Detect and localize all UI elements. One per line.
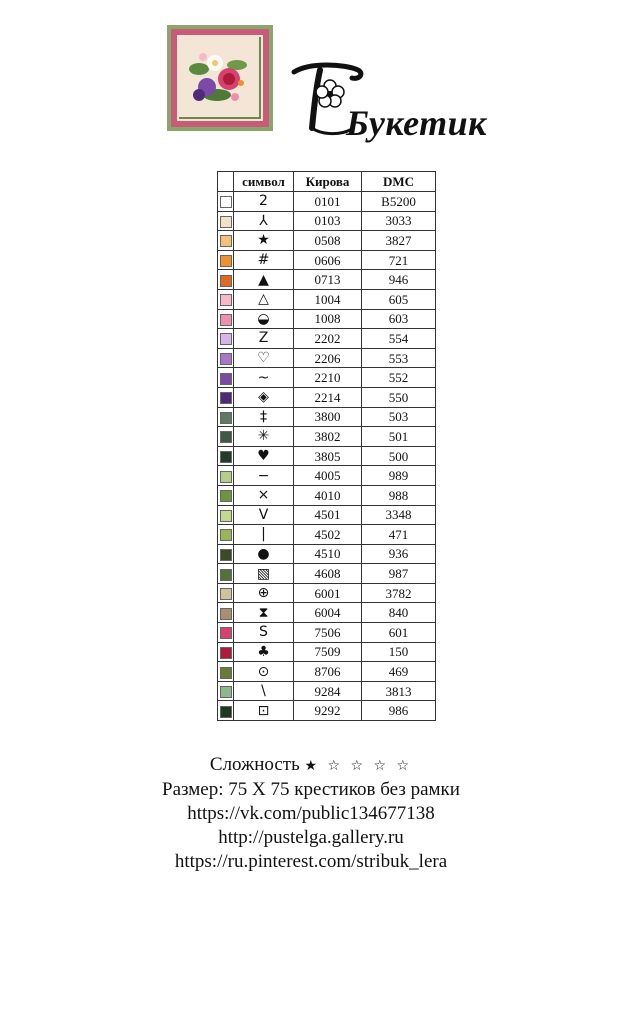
dmc-code: B5200: [381, 193, 416, 209]
stitch-symbol: ~: [257, 369, 270, 386]
swatch-cell: [218, 466, 234, 486]
table-row: [218, 701, 436, 721]
table-row: [218, 387, 436, 407]
kirova-cell: [294, 348, 362, 368]
kirova-cell: [294, 329, 362, 349]
symbol-cell: [234, 250, 294, 270]
color-swatch: [220, 235, 232, 247]
stitch-symbol: ◒: [257, 310, 270, 327]
swatch-cell: [218, 231, 234, 251]
bouquet-icon: [177, 35, 259, 117]
dmc-code: 721: [388, 252, 409, 268]
dmc-code: 987: [388, 566, 409, 582]
swatch-cell: [218, 583, 234, 603]
stitch-symbol: ◈: [258, 389, 269, 406]
stitch-symbol: ⊕: [257, 585, 270, 602]
table-row: [218, 681, 436, 701]
dmc-code: 501: [388, 428, 409, 444]
stitch-symbol: ‡: [260, 408, 267, 425]
stitch-symbol: ●: [257, 545, 270, 562]
stitch-symbol: \: [261, 683, 266, 700]
kirova-code: 4005: [314, 468, 341, 484]
difficulty-stars: ★ ☆ ☆ ☆ ☆: [304, 758, 413, 774]
link-vk[interactable]: https://vk.com/public134677138: [187, 803, 435, 824]
kirova-code: 4608: [314, 566, 341, 582]
dmc-cell: [362, 368, 436, 388]
stitch-symbol: Z: [258, 330, 269, 347]
color-swatch: [220, 549, 232, 561]
symbol-cell: [234, 544, 294, 564]
header-kirova: Кирова: [294, 172, 362, 192]
dmc-cell: [362, 309, 436, 329]
dmc-cell: [362, 681, 436, 701]
dmc-code: 552: [388, 370, 409, 386]
link-pinterest[interactable]: https://ru.pinterest.com/stribuk_lera: [174, 851, 448, 872]
dmc-code: 550: [388, 389, 409, 405]
dmc-code: 605: [388, 291, 409, 307]
dmc-cell: [362, 407, 436, 427]
kirova-code: 0103: [314, 213, 341, 229]
kirova-code: 3800: [314, 409, 341, 425]
dmc-cell: [362, 289, 436, 309]
kirova-code: 0508: [314, 232, 341, 248]
color-swatch: [220, 706, 232, 718]
symbol-cell: [234, 525, 294, 545]
symbol-cell: [234, 603, 294, 623]
header-dmc: DMC: [362, 172, 436, 192]
stitch-symbol: ♣: [257, 643, 270, 660]
kirova-code: 0101: [314, 193, 341, 209]
kirova-cell: [294, 505, 362, 525]
dmc-code: 989: [388, 468, 409, 484]
symbol-cell: [234, 505, 294, 525]
swatch-cell: [218, 662, 234, 682]
color-swatch: [220, 392, 232, 404]
kirova-cell: [294, 544, 362, 564]
dmc-cell: [362, 466, 436, 486]
color-swatch: [220, 294, 232, 306]
stitch-symbol: V: [258, 506, 269, 523]
bouquet-preview-image: [171, 29, 269, 127]
title-block: [290, 58, 520, 148]
swatch-cell: [218, 270, 234, 290]
symbol-cell: [234, 309, 294, 329]
kirova-cell: [294, 623, 362, 643]
kirova-cell: [294, 564, 362, 584]
dmc-cell: [362, 603, 436, 623]
table-row: [218, 231, 436, 251]
stitch-symbol: ♥: [257, 448, 270, 465]
symbol-cell: [234, 446, 294, 466]
table-row: [218, 192, 436, 212]
dmc-code: 986: [388, 703, 409, 719]
header-swatch: [218, 172, 234, 192]
table-row: [218, 485, 436, 505]
stitch-symbol: ▲: [258, 271, 269, 288]
stitch-symbol: ✳: [257, 428, 270, 445]
kirova-code: 6004: [314, 605, 341, 621]
color-swatch: [220, 275, 232, 287]
kirova-code: 0606: [314, 252, 341, 268]
table-row: [218, 329, 436, 349]
color-swatch: [220, 510, 232, 522]
swatch-cell: [218, 329, 234, 349]
table-row: [218, 427, 436, 447]
kirova-code: 7506: [314, 624, 341, 640]
kirova-cell: [294, 446, 362, 466]
dmc-cell: [362, 348, 436, 368]
dmc-cell: [362, 427, 436, 447]
dmc-code: 601: [388, 624, 409, 640]
color-swatch: [220, 314, 232, 326]
table-row: [218, 583, 436, 603]
color-swatch: [220, 255, 232, 267]
difficulty-label: Сложность: [209, 754, 300, 775]
dmc-cell: [362, 211, 436, 231]
color-swatch: [220, 490, 232, 502]
link-gallery[interactable]: http://pustelga.gallery.ru: [218, 827, 404, 848]
table-row: [218, 250, 436, 270]
symbol-cell: [234, 289, 294, 309]
table-row: [218, 662, 436, 682]
kirova-code: 9292: [314, 703, 341, 719]
page-title: Букетик: [346, 103, 487, 143]
kirova-code: 2210: [314, 370, 341, 386]
table-row: [218, 309, 436, 329]
stitch-symbol: ⊡: [257, 702, 270, 719]
swatch-cell: [218, 309, 234, 329]
stitch-symbol: ♡: [257, 350, 270, 367]
symbol-cell: [234, 427, 294, 447]
dmc-code: 3348: [385, 507, 412, 523]
swatch-cell: [218, 525, 234, 545]
table-header-row: [218, 172, 436, 192]
symbol-cell: [234, 583, 294, 603]
symbol-cell: [234, 329, 294, 349]
dmc-code: 3827: [385, 232, 412, 248]
color-swatch: [220, 608, 232, 620]
stitch-symbol: ⅄: [259, 212, 268, 229]
dmc-code: 840: [388, 605, 409, 621]
table-row: [218, 525, 436, 545]
color-swatch: [220, 647, 232, 659]
dmc-cell: [362, 192, 436, 212]
dmc-cell: [362, 623, 436, 643]
kirova-cell: [294, 662, 362, 682]
dmc-code: 469: [388, 664, 409, 680]
kirova-cell: [294, 701, 362, 721]
symbol-cell: [234, 564, 294, 584]
kirova-code: 2214: [314, 389, 341, 405]
dmc-cell: [362, 525, 436, 545]
symbol-cell: [234, 368, 294, 388]
stitch-symbol: −: [257, 467, 270, 484]
table-row: [218, 289, 436, 309]
kirova-cell: [294, 466, 362, 486]
kirova-code: 4510: [314, 546, 341, 562]
kirova-code: 7509: [314, 644, 341, 660]
swatch-cell: [218, 544, 234, 564]
stitch-symbol: ▧: [256, 565, 271, 582]
symbol-cell: [234, 623, 294, 643]
table-row: [218, 466, 436, 486]
kirova-code: 4501: [314, 507, 341, 523]
symbol-cell: [234, 192, 294, 212]
dmc-cell: [362, 642, 436, 662]
dmc-cell: [362, 505, 436, 525]
color-swatch: [220, 471, 232, 483]
swatch-cell: [218, 642, 234, 662]
kirova-cell: [294, 525, 362, 545]
stitch-symbol: 2: [259, 193, 268, 210]
table-row: [218, 564, 436, 584]
header-symbol: символ: [234, 172, 294, 192]
color-swatch: [220, 353, 232, 365]
dmc-cell: [362, 485, 436, 505]
dmc-code: 471: [388, 526, 409, 542]
color-swatch: [220, 373, 232, 385]
swatch-cell: [218, 250, 234, 270]
table-row: [218, 603, 436, 623]
swatch-cell: [218, 446, 234, 466]
kirova-cell: [294, 270, 362, 290]
swatch-cell: [218, 701, 234, 721]
dmc-code: 3782: [385, 585, 412, 601]
stitch-symbol: △: [258, 291, 269, 308]
table-row: [218, 446, 436, 466]
table-row: [218, 348, 436, 368]
symbol-cell: [234, 407, 294, 427]
symbol-cell: [234, 211, 294, 231]
kirova-cell: [294, 642, 362, 662]
kirova-code: 1004: [314, 291, 341, 307]
swatch-cell: [218, 603, 234, 623]
kirova-code: 4010: [314, 487, 341, 503]
table-row: [218, 623, 436, 643]
dmc-cell: [362, 270, 436, 290]
kirova-code: 1008: [314, 311, 341, 327]
symbol-cell: [234, 701, 294, 721]
symbol-cell: [234, 348, 294, 368]
dmc-cell: [362, 329, 436, 349]
dmc-cell: [362, 544, 436, 564]
dmc-code: 553: [388, 350, 409, 366]
dmc-code: 946: [388, 272, 409, 288]
dmc-code: 150: [388, 644, 409, 660]
kirova-cell: [294, 289, 362, 309]
swatch-cell: [218, 289, 234, 309]
table-row: [218, 505, 436, 525]
symbol-cell: [234, 466, 294, 486]
dmc-code: 3033: [385, 213, 412, 229]
dmc-cell: [362, 446, 436, 466]
kirova-cell: [294, 250, 362, 270]
color-swatch: [220, 216, 232, 228]
swatch-cell: [218, 623, 234, 643]
swatch-cell: [218, 505, 234, 525]
dmc-cell: [362, 250, 436, 270]
kirova-cell: [294, 368, 362, 388]
dmc-code: 3813: [385, 683, 412, 699]
stitch-symbol: ⊙: [257, 663, 270, 680]
kirova-code: 0713: [314, 272, 341, 288]
kirova-code: 2202: [314, 330, 341, 346]
kirova-code: 3805: [314, 448, 341, 464]
dmc-code: 500: [388, 448, 409, 464]
swatch-cell: [218, 368, 234, 388]
color-swatch: [220, 667, 232, 679]
swatch-cell: [218, 211, 234, 231]
kirova-cell: [294, 427, 362, 447]
symbol-cell: [234, 387, 294, 407]
swatch-cell: [218, 564, 234, 584]
dmc-cell: [362, 701, 436, 721]
footer-info: [0, 753, 622, 874]
kirova-code: 8706: [314, 664, 341, 680]
swatch-cell: [218, 681, 234, 701]
stitch-symbol: ⧗: [258, 604, 269, 621]
table-row: [218, 368, 436, 388]
kirova-cell: [294, 192, 362, 212]
stitch-symbol: ×: [257, 487, 270, 504]
stitch-symbol: |: [261, 526, 266, 543]
stitch-symbol: #: [257, 252, 270, 269]
dmc-cell: [362, 231, 436, 251]
kirova-code: 4502: [314, 526, 341, 542]
kirova-cell: [294, 603, 362, 623]
dmc-cell: [362, 583, 436, 603]
dmc-code: 988: [388, 487, 409, 503]
color-swatch: [220, 333, 232, 345]
kirova-cell: [294, 231, 362, 251]
kirova-cell: [294, 407, 362, 427]
dmc-cell: [362, 564, 436, 584]
table-row: [218, 211, 436, 231]
stitch-symbol: S: [259, 624, 268, 641]
dmc-cell: [362, 387, 436, 407]
swatch-cell: [218, 485, 234, 505]
kirova-cell: [294, 681, 362, 701]
dmc-code: 603: [388, 311, 409, 327]
dmc-code: 503: [388, 409, 409, 425]
swatch-cell: [218, 387, 234, 407]
color-swatch: [220, 569, 232, 581]
kirova-code: 6001: [314, 585, 341, 601]
kirova-cell: [294, 387, 362, 407]
color-swatch: [220, 431, 232, 443]
pattern-thumbnail: [167, 25, 273, 131]
symbol-cell: [234, 662, 294, 682]
kirova-code: 9284: [314, 683, 341, 699]
dmc-cell: [362, 662, 436, 682]
stitch-symbol: ★: [257, 232, 270, 249]
swatch-cell: [218, 427, 234, 447]
color-swatch: [220, 412, 232, 424]
kirova-code: 3802: [314, 428, 341, 444]
table-row: [218, 270, 436, 290]
swatch-cell: [218, 407, 234, 427]
color-swatch: [220, 451, 232, 463]
symbol-cell: [234, 270, 294, 290]
dmc-code: 936: [388, 546, 409, 562]
symbol-cell: [234, 231, 294, 251]
kirova-cell: [294, 309, 362, 329]
swatch-cell: [218, 348, 234, 368]
color-swatch: [220, 686, 232, 698]
kirova-cell: [294, 485, 362, 505]
table-row: [218, 407, 436, 427]
kirova-code: 2206: [314, 350, 341, 366]
symbol-cell: [234, 642, 294, 662]
kirova-cell: [294, 211, 362, 231]
color-key-table: [217, 171, 436, 721]
symbol-cell: [234, 681, 294, 701]
color-swatch: [220, 529, 232, 541]
difficulty-line: [0, 753, 622, 778]
kirova-cell: [294, 583, 362, 603]
color-swatch: [220, 627, 232, 639]
size-text: Размер: 75 Х 75 крестиков без рамки: [162, 779, 460, 800]
symbol-cell: [234, 485, 294, 505]
table-row: [218, 642, 436, 662]
color-swatch: [220, 196, 232, 208]
dmc-code: 554: [388, 330, 409, 346]
swatch-cell: [218, 192, 234, 212]
color-swatch: [220, 588, 232, 600]
table-row: [218, 544, 436, 564]
